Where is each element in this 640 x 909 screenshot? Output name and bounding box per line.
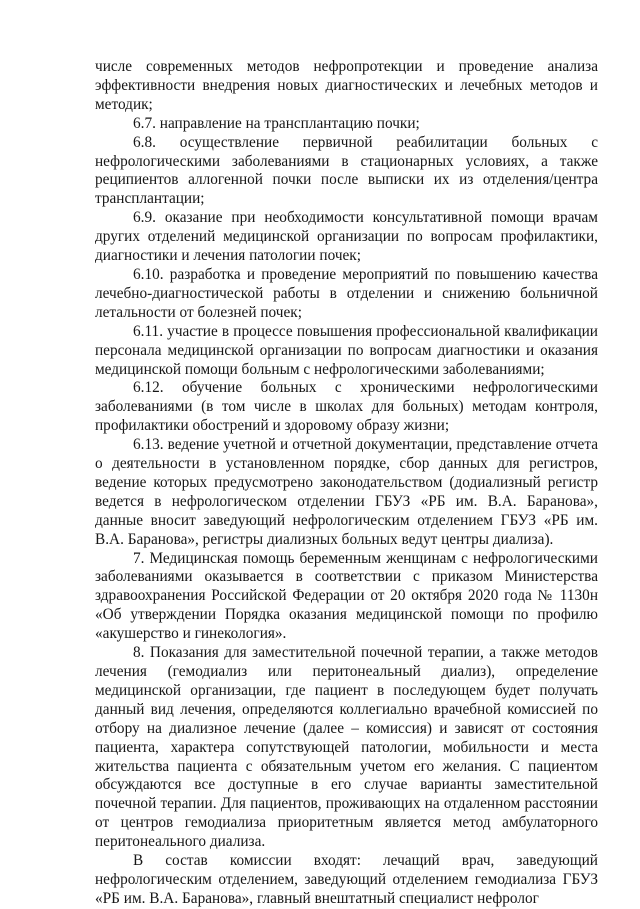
document-page — [95, 58, 598, 909]
paragraph-8: 8. Показания для заместительной почечной терапии, а также методов лечения (гемодиализ или перитонеальный диализ), определение медицинской организации, где пациент в последующем будет получать данный вид лечения, определяются коллегиально врачебной комиссией по отбору на диализное лечение (далее – комиссия) и зависят от состояния пациента, характера сопутствующей патологии, мобильности и места жительства пациента с обязательным учетом его желания. С пациентом обсуждаются все доступные в его случае варианты заместительной почечной терапии. Для пациентов, проживающих на отдаленном расстоянии от центров гемодиализа приоритетным является метод амбулаторного перитонеального диализа. — [95, 644, 598, 851]
paragraph-6-9: 6.9. оказание при необходимости консультативной помощи врачам других отделений медицинской организации по вопросам профилактики, диагностики и лечения патологии почек; — [95, 209, 598, 265]
paragraph-6-6-continuation: числе современных методов нефропротекции и проведение анализа эффективности внедрения новых диагностических и лечебных методов и методик; — [95, 58, 598, 113]
paragraph-6-11: 6.11. участие в процессе повышения профессиональной квалификации персонала медицинской организации по вопросам диагностики и оказания медицинской помощи больным с нефрологическими заболеваниями; — [95, 322, 598, 378]
paragraph-commission: В состав комиссии входят: лечащий врач, заведующий нефрологическим отделением, заведующий отделением гемодиализа ГБУЗ «РБ им. В.А. Баранова», главный внештатный специалист нефролог — [95, 852, 598, 907]
paragraph-7: 7. Медицинская помощь беременным женщинам с нефрологическими заболеваниями оказывается в соответствии с приказом Министерства здравоохранения Российской Федерации от 20 октября 2020 года № 1130н «Об утверждении Порядка оказания медицинской помощи по профилю «акушерство и гинекология». — [95, 549, 598, 643]
paragraph-6-13: 6.13. ведение учетной и отчетной документации, представление отчета о деятельности в установленном порядке, сбор данных для регистров, ведение которых предусмотрено законодательством (додиализный регистр ведется в нефрологическом отделении ГБУЗ «РБ им. В.А. Баранова», данные вносит заведующий нефрологическим отделением ГБУЗ «РБ им. В.А. Баранова», регистры диализных больных ведут центры диализа). — [95, 436, 598, 548]
paragraph-6-10: 6.10. разработка и проведение мероприятий по повышению качества лечебно-диагностической работы в отделении и снижению больничной летальности от болезней почек; — [95, 265, 598, 321]
paragraph-6-12: 6.12. обучение больных с хроническими нефрологическими заболеваниями (в том числе в школах для больных) методам контроля, профилактики обострений и здоровому образу жизни; — [95, 379, 598, 435]
paragraph-6-7: 6.7. направление на трансплантацию почки; — [133, 114, 420, 132]
paragraph-6-8: 6.8. осуществление первичной реабилитации больных с нефрологическими заболеваниями в стационарных условиях, а также реципиентов аллогенной почки после выписки их из отделения/центра трансплантации; — [95, 133, 598, 208]
